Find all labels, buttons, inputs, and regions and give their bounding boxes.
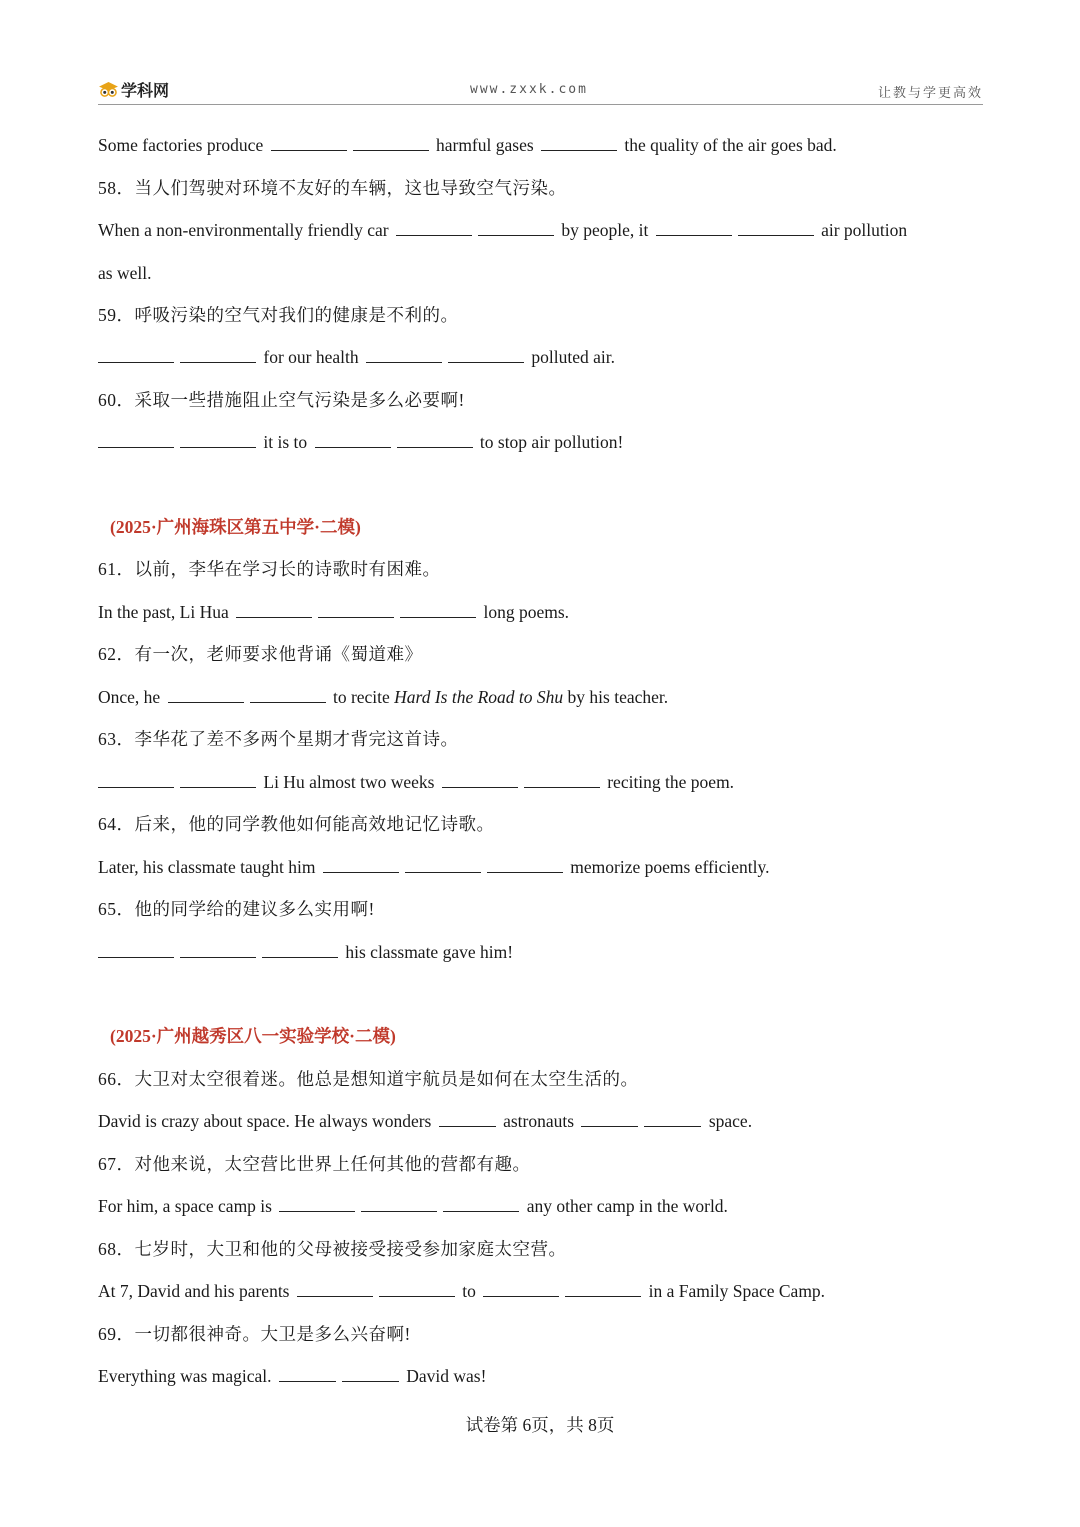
blank[interactable] [279, 1364, 336, 1382]
blank[interactable] [565, 1279, 641, 1297]
question-62: 62．有一次，老师要求他背诵《蜀道难》 [98, 644, 423, 664]
blank[interactable] [361, 1194, 437, 1212]
blank[interactable] [180, 940, 256, 958]
question-66: 66．大卫对太空很着迷。他总是想知道宇航员是如何在太空生活的。 [98, 1069, 639, 1089]
blank[interactable] [297, 1279, 373, 1297]
q60-answer-line: it is to to stop air pollution! [98, 430, 623, 454]
question-59: 59．呼吸污染的空气对我们的健康是不利的。 [98, 305, 459, 325]
q69-answer-line: Everything was magical. David was! [98, 1366, 487, 1386]
page-header [98, 74, 983, 105]
question-60: 60．采取一些措施阻止空气污染是多么必要啊! [98, 390, 465, 410]
q64-answer-line: Later, his classmate taught him memorize poems efficiently. [98, 857, 770, 877]
blank[interactable] [439, 1109, 496, 1127]
blank[interactable] [318, 600, 394, 618]
blank[interactable] [644, 1109, 701, 1127]
q68-answer-line: At 7, David and his parents to in a Family Space Camp. [98, 1281, 826, 1301]
page-footer: 试卷第 6页，共 8页 [465, 1415, 615, 1435]
blank[interactable] [487, 855, 563, 873]
blank[interactable] [98, 940, 174, 958]
blank[interactable] [279, 1194, 355, 1212]
logo-text: 学科网 [121, 81, 170, 100]
logo-icon [98, 81, 119, 98]
blank[interactable] [478, 218, 554, 236]
question-63: 63．李华花了差不多两个星期才背完这首诗。 [98, 729, 459, 749]
blank[interactable] [168, 685, 244, 703]
blank[interactable] [581, 1109, 638, 1127]
question-67: 67．对他来说，太空营比世界上任何其他的营都有趣。 [98, 1154, 531, 1174]
blank[interactable] [541, 133, 617, 151]
blank[interactable] [271, 133, 347, 151]
blank[interactable] [405, 855, 481, 873]
blank[interactable] [180, 770, 256, 788]
q65-answer-line: his classmate gave him! [98, 940, 513, 964]
question-65: 65．他的同学给的建议多么实用啊! [98, 899, 375, 919]
blank[interactable] [396, 218, 472, 236]
header-slogan: 让教与学更高效 [877, 86, 983, 101]
blank[interactable] [353, 133, 429, 151]
blank[interactable] [448, 345, 524, 363]
section-heading-1: (2025·广州海珠区第五中学·二模) [110, 517, 361, 537]
question-69: 69．一切都很神奇。大卫是多么兴奋啊! [98, 1324, 411, 1344]
blank[interactable] [98, 770, 174, 788]
question-64: 64．后来，他的同学教他如何能高效地记忆诗歌。 [98, 814, 495, 834]
question-68: 68．七岁时，大卫和他的父母被接受接受参加家庭太空营。 [98, 1239, 567, 1259]
blank[interactable] [98, 345, 174, 363]
q57-answer-line: Some factories produce harmful gases the quality of the air goes bad. [98, 135, 837, 155]
blank[interactable] [366, 345, 442, 363]
q62-answer-line: Once, he to recite Hard Is the Road to Shu by his teacher. [98, 687, 669, 707]
blank[interactable] [656, 218, 732, 236]
q58-answer-line: When a non-environmentally friendly car by people, it air pollution [98, 220, 908, 240]
q67-answer-line: For him, a space camp is any other camp in the world. [98, 1196, 728, 1216]
blank[interactable] [400, 600, 476, 618]
blank[interactable] [323, 855, 399, 873]
section-heading-2: (2025·广州越秀区八一实验学校·二模) [110, 1026, 396, 1046]
blank[interactable] [262, 940, 338, 958]
q58-answer-line-cont: as well. [98, 263, 152, 283]
blank[interactable] [524, 770, 600, 788]
blank[interactable] [738, 218, 814, 236]
poem-title: Hard Is the Road to Shu [394, 687, 564, 707]
question-61: 61．以前，李华在学习长的诗歌时有困难。 [98, 559, 441, 579]
blank[interactable] [442, 770, 518, 788]
blank[interactable] [98, 430, 174, 448]
blank[interactable] [483, 1279, 559, 1297]
blank[interactable] [315, 430, 391, 448]
blank[interactable] [250, 685, 326, 703]
q59-answer-line: for our health polluted air. [98, 345, 615, 369]
blank[interactable] [180, 345, 256, 363]
site-url: www.zxxk.com [470, 82, 588, 97]
blank[interactable] [397, 430, 473, 448]
question-58: 58．当人们驾驶对环境不友好的车辆，这也导致空气污染。 [98, 178, 567, 198]
blank[interactable] [342, 1364, 399, 1382]
blank[interactable] [379, 1279, 455, 1297]
q66-answer-line: David is crazy about space. He always wonders astronauts space. [98, 1111, 753, 1131]
logo [98, 78, 169, 101]
q63-answer-line: Li Hu almost two weeks reciting the poem. [98, 770, 734, 794]
q61-answer-line: In the past, Li Hua long poems. [98, 602, 570, 622]
blank[interactable] [180, 430, 256, 448]
blank[interactable] [443, 1194, 519, 1212]
blank[interactable] [236, 600, 312, 618]
